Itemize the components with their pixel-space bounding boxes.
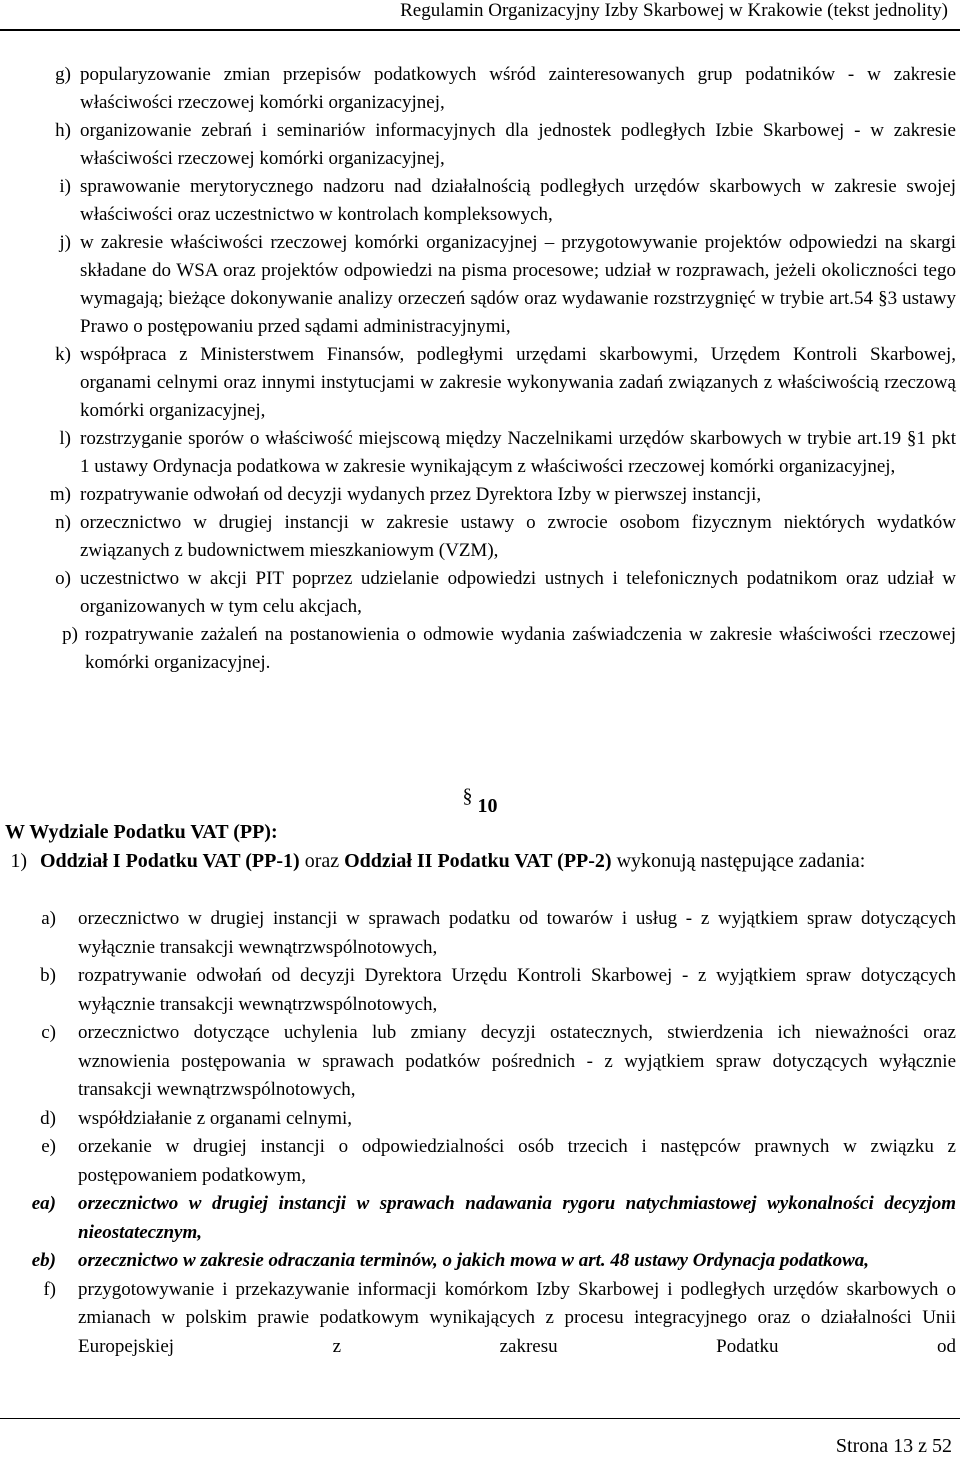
list-item-text: organizowanie zebrań i seminariów informacyjnych dla jednostek podległych Izbie Skarbowej - w zakresie właściwości rzeczowej komórki organizacyjnej,	[80, 120, 956, 169]
header-rule	[0, 29, 960, 31]
list-marker: n)	[55, 512, 71, 533]
list-marker: g)	[55, 64, 71, 85]
running-header: Regulamin Organizacyjny Izby Skarbowej w Krakowie (tekst jednolity)	[400, 0, 948, 21]
page-number: Strona 13 z 52	[835, 1435, 952, 1457]
list-item-o	[0, 565, 960, 621]
point-marker: 1)	[10, 850, 27, 872]
list-item-eb	[0, 1247, 960, 1276]
list-item-text: współpraca z Ministerstwem Finansów, podległymi urzędami skarbowymi, Urzędem Kontroli Skarbowej, organami celnymi oraz innymi instytucjami w zakresie wykonywania zadań związanych z właściwością rzeczową komórki organizacyjnej,	[80, 344, 956, 421]
list-item-e	[0, 1133, 960, 1190]
list-marker: f)	[43, 1278, 56, 1300]
list-item-text: orzecznictwo dotyczące uchylenia lub zmiany decyzji ostatecznych, stwierdzenia ich nieważności oraz wznowienia postępowania w sprawach podatków pośrednich - z wyjątkiem spraw dotyczących wyłącznie transakcji wewnątrzwspólnotowych,	[78, 1022, 956, 1100]
list-marker: m)	[49, 484, 71, 505]
list-item-text: orzecznictwo w zakresie odraczania terminów, o jakich mowa w art. 48 ustawy Ordynacja podatkowa,	[78, 1250, 870, 1271]
list-item-c	[0, 1019, 960, 1105]
list-marker: c)	[41, 1022, 56, 1043]
list-marker: o)	[55, 568, 71, 589]
list-marker: k)	[55, 344, 71, 365]
list-item-h	[0, 117, 960, 173]
list-item-m	[0, 481, 960, 509]
list-marker: l)	[59, 428, 71, 449]
list-item-text: orzecznictwo w drugiej instancji w sprawach podatku od towarów i usług - z wyjątkiem spraw dotyczących wyłącznie transakcji wewnątrzwspólnotowych,	[78, 908, 956, 958]
list-item-text: uczestnictwo w akcji PIT poprzez udzielanie odpowiedzi ustnych i telefonicznych podatnikom oraz udział w organizowanych w tym celu akcjach,	[80, 568, 956, 617]
footer-rule	[0, 1418, 960, 1419]
department-heading: W Wydziale Podatku VAT (PP):	[5, 821, 278, 843]
point-1-text	[40, 847, 956, 876]
list-marker: p)	[62, 624, 78, 645]
list-item-p	[0, 621, 960, 677]
list-marker: eb)	[31, 1250, 56, 1271]
list-item-text: orzecznictwo w drugiej instancji w sprawach nadawania rygoru natychmiastowej wykonalności decyzjom nieostatecznym,	[78, 1193, 956, 1243]
list-item-text: orzecznictwo w drugiej instancji w zakresie ustawy o zwrocie osobom fizycznym niektórych wydatków związanych z budownictwem mieszkaniowym (VZM),	[80, 512, 956, 561]
list-item-l	[0, 425, 960, 481]
list-item-text: rozstrzyganie sporów o właściwość miejscową między Naczelnikami urzędów skarbowych w trybie art.19 §1 pkt 1 ustawy Ordynacja podatkowa w zakresie wynikającym z właściwości rzeczowej komórki organizacyjnej,	[80, 428, 956, 477]
list-item-text: sprawowanie merytorycznego nadzoru nad działalnością podległych urzędów skarbowych w zakresie swojej właściwości oraz uczestnictwo w kontrolach kompleksowych,	[80, 176, 956, 225]
list-item-text: współdziałanie z organami celnymi,	[78, 1107, 353, 1129]
list-item-n	[0, 509, 960, 565]
list-marker: a)	[41, 908, 56, 929]
list-item-text: orzekanie w drugiej instancji o odpowiedzialności osób trzecich i następców prawnych w związku z postępowaniem podatkowym,	[78, 1136, 956, 1186]
list-item-text: rozpatrywanie odwołań od decyzji Dyrektora Urzędu Kontroli Skarbowej - z wyjątkiem spraw dotyczących wyłącznie transakcji wewnątrzwspólnotowych,	[78, 965, 956, 1015]
task-list-top	[0, 61, 960, 677]
point-1-tail: wykonują następujące zadania:	[611, 850, 866, 872]
list-marker: ea)	[31, 1193, 56, 1214]
list-marker: i)	[59, 176, 71, 197]
list-item-g	[0, 61, 960, 117]
unit-name-1: Oddział I Podatku VAT (PP-1)	[40, 850, 300, 872]
task-list-bottom	[0, 905, 960, 1361]
conjunction: oraz	[299, 850, 345, 872]
list-marker: d)	[40, 1107, 56, 1129]
list-item-j	[0, 229, 960, 341]
list-item-b	[0, 962, 960, 1019]
section-number-value: 10	[477, 795, 498, 817]
section-mark: §	[462, 785, 473, 807]
list-item-d	[0, 1105, 960, 1134]
list-item-f	[0, 1276, 960, 1362]
list-item-text: popularyzowanie zmian przepisów podatkowych wśród zainteresowanych grup podatników - w zakresie właściwości rzeczowej komórki organizacyjnej,	[80, 64, 956, 113]
list-marker: j)	[59, 232, 71, 253]
point-1	[0, 847, 960, 876]
list-item-text: przygotowywanie i przekazywanie informacji komórkom Izby Skarbowej i podległych urzędów skarbowych o zmianach w polskim prawie podatkowym wynikających z procesu integracyjnego oraz o działalności Unii Europejskiej z zakresu Podatku od	[78, 1278, 956, 1357]
list-marker: b)	[40, 965, 56, 986]
list-item-ea	[0, 1190, 960, 1247]
list-item-k	[0, 341, 960, 425]
list-marker: e)	[41, 1136, 56, 1157]
list-item-text: rozpatrywanie zażaleń na postanowienia o odmowie wydania zaświadczenia w zakresie właściwości rzeczowej komórki organizacyjnej.	[85, 624, 956, 673]
list-item-i	[0, 173, 960, 229]
list-item-text: w zakresie właściwości rzeczowej komórki organizacyjnej – przygotowywanie projektów odpowiedzi na skargi składane do WSA oraz projektów odpowiedzi na pisma procesowe; udział w rozprawach, jeżeli okoliczności tego wymagają; bieżące dokonywanie analizy orzeczeń sądów oraz wydawanie rozstrzygnięć w trybie art.54 §3 ustawy Prawo o postępowaniu przed sądami administracyjnymi,	[80, 232, 956, 337]
list-item-text: rozpatrywanie odwołań od decyzji wydanych przez Dyrektora Izby w pierwszej instancji,	[80, 484, 762, 505]
unit-name-2: Oddział II Podatku VAT (PP-2)	[344, 850, 612, 872]
list-item-a	[0, 905, 960, 962]
list-marker: h)	[55, 120, 71, 141]
